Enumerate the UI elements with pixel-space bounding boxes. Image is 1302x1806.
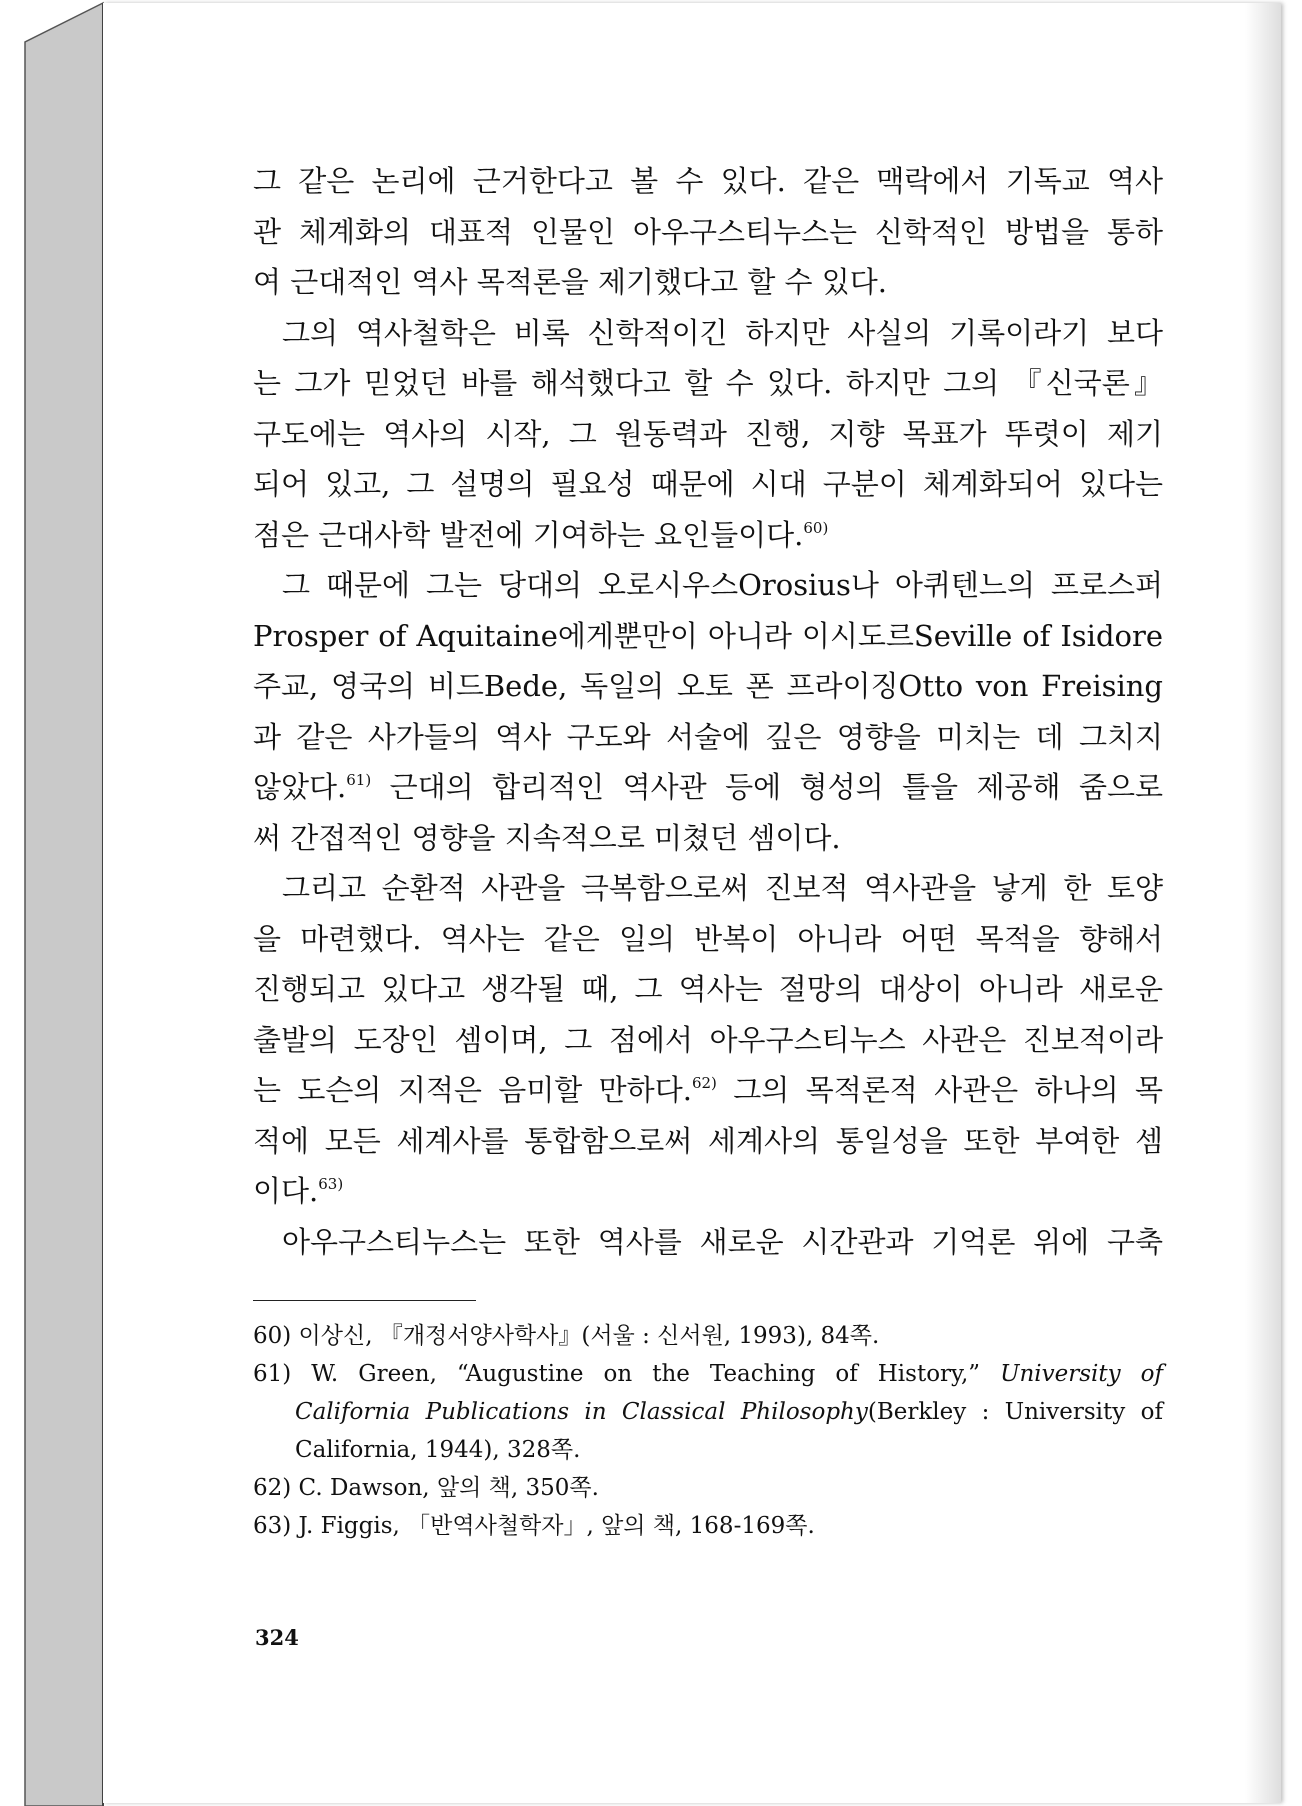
text-line (253, 510, 1163, 561)
text-line: Prosper of Aquitaine에게뿐만이 아니라 이시도르Seville of Isidore (253, 618, 1163, 653)
text-line: 적에 모든 세계사를 통합함으로써 세계사의 통일성을 또한 부여한 셈 (253, 1123, 1163, 1158)
text-line: 그 같은 논리에 근거한다고 볼 수 있다. 같은 맥락에서 기독교 역사 (253, 164, 1163, 198)
document-page (103, 3, 1281, 1803)
footnote-ref-63[interactable]: 63) (318, 1175, 344, 1193)
text-segment: 이다. (253, 1174, 319, 1208)
text-line (253, 762, 1163, 813)
footnote-60: 60) 이상신, 『개정서양사학사』(서울 : 신서원, 1993), 84쪽. (253, 1323, 880, 1349)
text-line: 여 근대적인 역사 목적론을 제기했다고 할 수 있다. (253, 265, 888, 299)
text-line (253, 1166, 1163, 1217)
text-segment: 점은 근대사학 발전에 기여하는 요인들이다. (253, 517, 804, 552)
text-line: 그리고 순환적 사관을 극복함으로써 진보적 역사관을 낳게 한 토양 (282, 871, 1163, 905)
text-line: 되어 있고, 그 설명의 필요성 때문에 시대 구분이 체계화되어 있다는 (253, 467, 1163, 501)
text-segment: 근대의 합리적인 역사관 등에 형성의 틀을 제공해 줌으로 (389, 770, 1163, 804)
footnote-61 (253, 1355, 1163, 1469)
footnote-ref-62[interactable]: 62) (691, 1074, 717, 1092)
text-segment: 는 도슨의 지적은 음미할 만하다. (253, 1073, 692, 1107)
page-number: 324 (255, 1625, 299, 1650)
body-text (253, 156, 1163, 1267)
footnote-62: 62) C. Dawson, 앞의 책, 350쪽. (253, 1475, 599, 1501)
footnote-text: 61) W. Green, “Augustine on the Teaching of History,” (253, 1361, 981, 1387)
text-line: 관 체계화의 대표적 인물인 아우구스티누스는 신학적인 방법을 통하 (253, 214, 1163, 249)
footnote-italic: University of (1000, 1361, 1164, 1387)
text-line: 그 때문에 그는 당대의 오로시우스Orosius나 아퀴텐느의 프로스퍼 (282, 568, 1163, 602)
page-edge-shadow (1245, 3, 1281, 1803)
text-segment: 않았다. (253, 770, 347, 804)
text-line: 써 간접적인 영향을 지속적으로 미쳤던 셈이다. (253, 820, 841, 855)
footnotes (253, 1317, 1163, 1545)
footnote-63: 63) J. Figgis, 「반역사철학자」, 앞의 책, 168-169쪽. (253, 1513, 815, 1539)
footnote-ref-60[interactable]: 60) (803, 518, 829, 537)
text-line: 그의 역사철학은 비록 신학적이긴 하지만 사실의 기록이라기 보다 (282, 315, 1163, 350)
text-line: 출발의 도장인 셈이며, 그 점에서 아우구스티누스 사관은 진보적이라 (253, 1022, 1163, 1057)
text-line: 을 마련했다. 역사는 같은 일의 반복이 아니라 어떤 목적을 향해서 (253, 921, 1163, 956)
text-segment: 그의 목적론적 사관은 하나의 목 (733, 1073, 1163, 1107)
footnote-divider (253, 1300, 476, 1301)
footnote-61-line: California, 1944), 328쪽. (295, 1437, 581, 1463)
text-line: 진행되고 있다고 생각될 때, 그 역사는 절망의 대상이 아니라 새로운 (253, 972, 1163, 1006)
text-line: 과 같은 사가들의 역사 구도와 서술에 깊은 영향을 미치는 데 그치지 (253, 719, 1163, 754)
footnote-61-line (253, 1355, 1163, 1393)
footnote-ref-61[interactable]: 61) (346, 771, 372, 789)
text-line (253, 1065, 1163, 1116)
footnote-italic: California Publications in Classical Philosophy (295, 1399, 868, 1425)
text-line: 아우구스티누스는 또한 역사를 새로운 시간관과 기억론 위에 구축 (282, 1224, 1163, 1259)
text-line: 구도에는 역사의 시작, 그 원동력과 진행, 지향 목표가 뚜렷이 제기 (253, 416, 1163, 451)
footnote-61-line (253, 1393, 1163, 1431)
footnote-text: (Berkley : University of (867, 1399, 1163, 1425)
text-line: 주교, 영국의 비드Bede, 독일의 오토 폰 프라이징Otto von Freising (253, 669, 1163, 703)
text-line: 는 그가 믿었던 바를 해석했다고 할 수 있다. 하지만 그의 『신국론』 (253, 366, 1163, 400)
